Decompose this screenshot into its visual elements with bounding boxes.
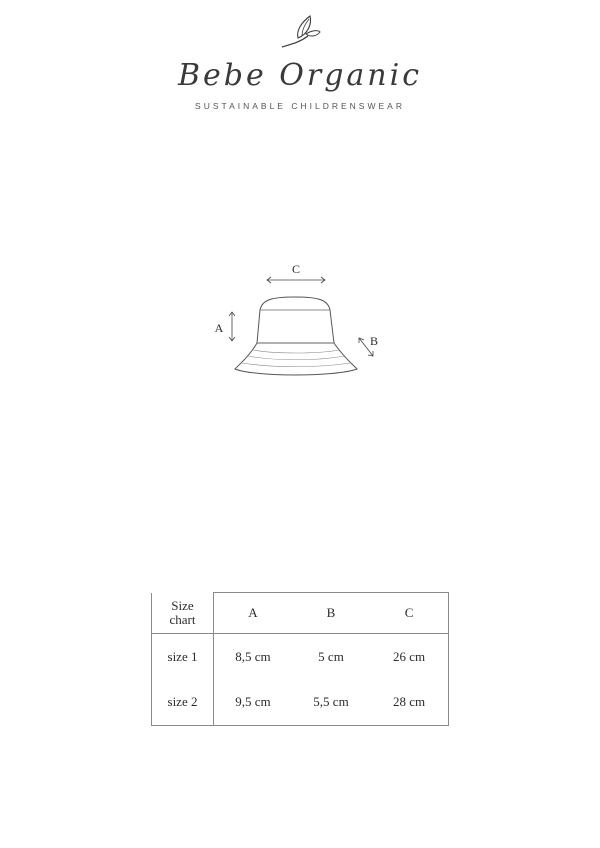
brand-name: Bebe Organic <box>177 58 423 93</box>
corner-line-1: Size <box>171 598 194 614</box>
size-chart-corner <box>152 593 214 634</box>
table-row <box>152 634 449 680</box>
column-header-c: C <box>370 593 448 634</box>
cell-size-1-b: 5 cm <box>318 648 344 664</box>
hat-brim <box>235 343 357 375</box>
corner-line-2: chart <box>169 611 196 627</box>
measure-c-arrow <box>267 277 325 283</box>
measure-a-label: A <box>214 321 224 335</box>
cell-size-2-c: 28 cm <box>370 680 448 726</box>
measure-c-label: C <box>291 262 301 276</box>
bucket-hat-diagram <box>205 255 395 390</box>
cell-size-2-a: 9,5 cm <box>214 680 292 726</box>
cell-size-1-a: 8,5 cm <box>235 648 271 664</box>
measure-b-label: B <box>369 334 379 348</box>
leaf-logo-icon <box>280 12 322 52</box>
column-header-b: B <box>292 593 370 634</box>
hat-crown <box>257 297 334 343</box>
row-label-size-1: size 1 <box>152 634 214 680</box>
cell-size-2-b: 5,5 cm <box>292 680 370 726</box>
table-header-row <box>152 593 449 634</box>
row-label-size-2: size 2 <box>152 680 214 726</box>
cell-size-1-c: 26 cm <box>370 634 448 680</box>
measure-a-arrow <box>229 312 235 341</box>
brand-tagline: SUSTAINABLE CHILDRENSWEAR <box>195 101 405 111</box>
column-header-a: A <box>214 593 292 634</box>
size-chart-table <box>151 592 449 726</box>
table-row <box>152 680 449 726</box>
